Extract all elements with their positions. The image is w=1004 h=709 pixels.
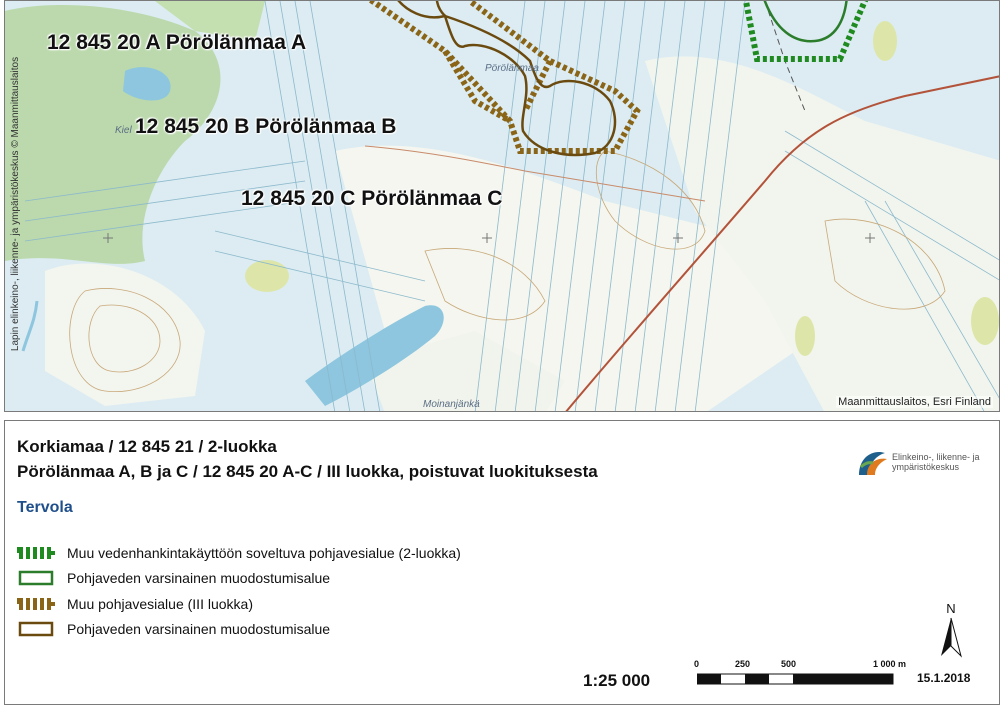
legend-item-class3-formation [17, 619, 330, 639]
map-attribution: Maanmittauslaitos, Esri Finland [838, 396, 991, 408]
legend-title-porolanmaa: Pörölänmaa A, B ja C / 12 845 20 A-C / III luokka, poistuvat luokituksesta [17, 462, 598, 481]
scale-tick-label: 1 000 m [873, 659, 907, 669]
scale-tick-label: 0 [694, 659, 700, 669]
north-label: N [946, 601, 956, 616]
dashed-bar-brown-symbol [17, 595, 55, 613]
map-panel[interactable] [4, 0, 1000, 412]
wet-patch [971, 297, 999, 345]
map-date: 15.1.2018 [917, 671, 971, 685]
legend-label: Pohjaveden varsinainen muodostumisalue [67, 621, 331, 637]
wet-patch [795, 316, 815, 356]
place-name-moinanjanka: Moinanjänkä [423, 399, 480, 410]
area-c-label: 12 845 20 C Pörölänmaa C [241, 187, 503, 210]
place-name-kielinen: Kiel [115, 125, 132, 136]
wet-patch [873, 21, 897, 61]
scale-ratio: 1:25 000 [583, 671, 651, 690]
legend-panel [4, 420, 1000, 705]
ely-logo-text [892, 452, 980, 472]
scale-bar [691, 659, 921, 691]
outline-brown-symbol [17, 620, 55, 638]
municipality-name: Tervola [17, 499, 73, 516]
wet-patch [245, 260, 289, 292]
ely-logo-icon [855, 445, 889, 479]
ely-logo [855, 443, 995, 481]
legend-title-korkiamaa: Korkiamaa / 12 845 21 / 2-luokka [17, 437, 277, 456]
copyright-text: Lapin elinkeino-, liikenne- ja ympäristökeskus © Maanmittauslaitos [10, 56, 21, 352]
dashed-bar-green-symbol [17, 544, 55, 562]
area-a-label: 12 845 20 A Pörölänmaa A [47, 31, 307, 54]
north-arrow-icon [933, 616, 969, 660]
scale-bar-graphic [697, 672, 897, 686]
logo-text-line2: ympäristökeskus [892, 462, 960, 472]
scale-tick-label: 250 [735, 659, 751, 669]
legend-item-class2-formation [17, 568, 330, 588]
area-b-label: 12 845 20 B Pörölänmaa B [135, 115, 397, 138]
legend-item-class3-area [17, 594, 253, 614]
place-name-porolanmaa: Pörölänmaa [485, 63, 539, 74]
logo-text-line1: Elinkeino-, liikenne- ja [892, 452, 980, 462]
scale-tick-label: 500 [781, 659, 797, 669]
legend-item-class2-area [17, 543, 461, 563]
legend-label: Pohjaveden varsinainen muodostumisalue [67, 570, 331, 586]
legend-label: Muu pohjavesialue (III luokka) [67, 596, 253, 612]
legend-label: Muu vedenhankintakäyttöön soveltuva pohjavesialue (2-luokka) [67, 545, 461, 561]
north-arrow [933, 601, 969, 661]
outline-green-symbol [17, 569, 55, 587]
